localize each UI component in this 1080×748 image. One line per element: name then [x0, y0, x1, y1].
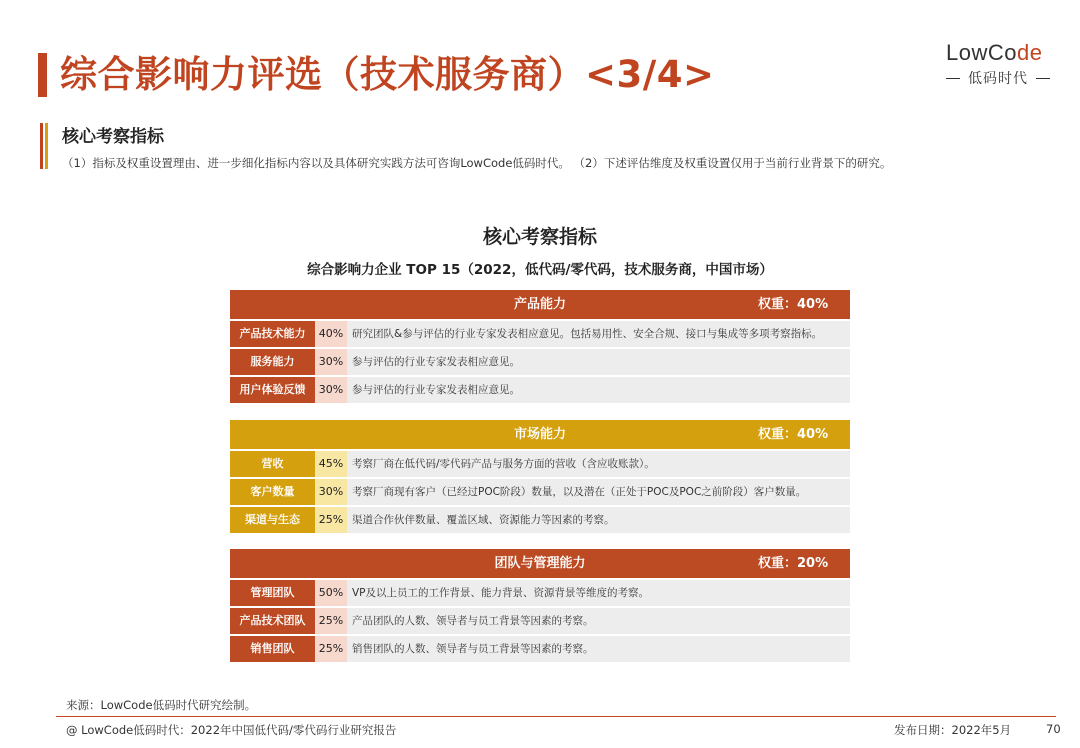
row-label: 营收	[230, 451, 315, 477]
row-label: 管理团队	[230, 580, 315, 606]
table-row	[230, 377, 850, 403]
section-header	[230, 549, 850, 578]
row-label: 客户数量	[230, 479, 315, 505]
logo-line-right	[1036, 78, 1050, 79]
methodology-note: （1）指标及权重设置理由、进一步细化指标内容以及具体研究实践方法可咨询LowCode低码时代。 （2）下述评估维度及权重设置仅用于当前行业背景下的研究。	[62, 156, 892, 170]
section-weight: 权重：40%	[758, 297, 829, 312]
row-description: VP及以上员工的工作背景、能力背景、资源背景等维度的考察。	[347, 580, 850, 606]
row-description: 渠道合作伙伴数量、覆盖区域、资源能力等因素的考察。	[347, 507, 850, 533]
row-percent: 30%	[315, 349, 347, 375]
section-weight: 权重：20%	[758, 556, 829, 571]
footer-publish-date: 发布日期：2022年5月	[894, 723, 1012, 737]
lowcode-logo	[940, 38, 1055, 90]
accent-bar-red	[40, 123, 43, 169]
row-description: 参与评估的行业专家发表相应意见。	[347, 377, 850, 403]
section-weight: 权重：40%	[758, 427, 829, 442]
row-percent: 40%	[315, 321, 347, 347]
logo-line-left	[946, 78, 960, 79]
logo-wordmark-prefix: LowCo	[946, 40, 1017, 65]
section-team-management	[230, 549, 850, 662]
section-header	[230, 420, 850, 449]
row-label: 服务能力	[230, 349, 315, 375]
row-description: 参与评估的行业专家发表相应意见。	[347, 349, 850, 375]
row-description: 考察厂商现有客户（已经过POC阶段）数量，以及潜在（正处于POC及POC之前阶段）客户数量。	[347, 479, 850, 505]
table-row	[230, 608, 850, 634]
table-row	[230, 321, 850, 347]
section-name: 团队与管理能力	[494, 556, 586, 571]
logo-tagline	[946, 68, 1050, 88]
table-row	[230, 580, 850, 606]
table-row	[230, 479, 850, 505]
row-label: 产品技术能力	[230, 321, 315, 347]
table-subtitle: 综合影响力企业 TOP 15（2022，低代码/零代码，技术服务商，中国市场）	[307, 262, 773, 278]
section-name: 产品能力	[513, 297, 566, 312]
row-label: 产品技术团队	[230, 608, 315, 634]
section-subheading: 核心考察指标	[62, 127, 164, 147]
row-description: 考察厂商在低代码/零代码产品与服务方面的营收（含应收账款）。	[347, 451, 850, 477]
footer-report-name: @ LowCode低码时代：2022年中国低代码/零代码行业研究报告	[66, 723, 397, 737]
row-label: 销售团队	[230, 636, 315, 662]
logo-wordmark	[946, 40, 1042, 66]
table-row	[230, 636, 850, 662]
logo-sub-text: 低码时代	[968, 71, 1028, 87]
row-description: 产品团队的人数、领导者与员工背景等因素的考察。	[347, 608, 850, 634]
subheading-accent-bars	[40, 123, 50, 169]
row-label: 渠道与生态	[230, 507, 315, 533]
row-percent: 50%	[315, 580, 347, 606]
table-row	[230, 451, 850, 477]
footer-divider	[56, 716, 1056, 717]
accent-bar-gold	[45, 123, 48, 169]
logo-wordmark-accent: de	[1016, 40, 1043, 65]
row-percent: 30%	[315, 479, 347, 505]
section-product-capability	[230, 290, 850, 403]
source-note: 来源：LowCode低码时代研究绘制。	[66, 698, 257, 712]
row-percent: 25%	[315, 636, 347, 662]
row-description: 销售团队的人数、领导者与员工背景等因素的考察。	[347, 636, 850, 662]
page-number: 70	[1046, 722, 1061, 736]
table-title: 核心考察指标	[482, 226, 597, 248]
table-row	[230, 349, 850, 375]
row-label: 用户体验反馈	[230, 377, 315, 403]
row-percent: 25%	[315, 507, 347, 533]
row-percent: 30%	[315, 377, 347, 403]
row-description: 研究团队&参与评估的行业专家发表相应意见。包括易用性、安全合规、接口与集成等多项考察指标。	[347, 321, 850, 347]
table-row	[230, 507, 850, 533]
section-market-capability	[230, 420, 850, 533]
row-percent: 25%	[315, 608, 347, 634]
section-name: 市场能力	[513, 427, 566, 442]
section-header	[230, 290, 850, 319]
title-accent-bar	[38, 53, 47, 97]
page-title: 综合影响力评选（技术服务商）<3/4>	[60, 53, 715, 96]
row-percent: 45%	[315, 451, 347, 477]
